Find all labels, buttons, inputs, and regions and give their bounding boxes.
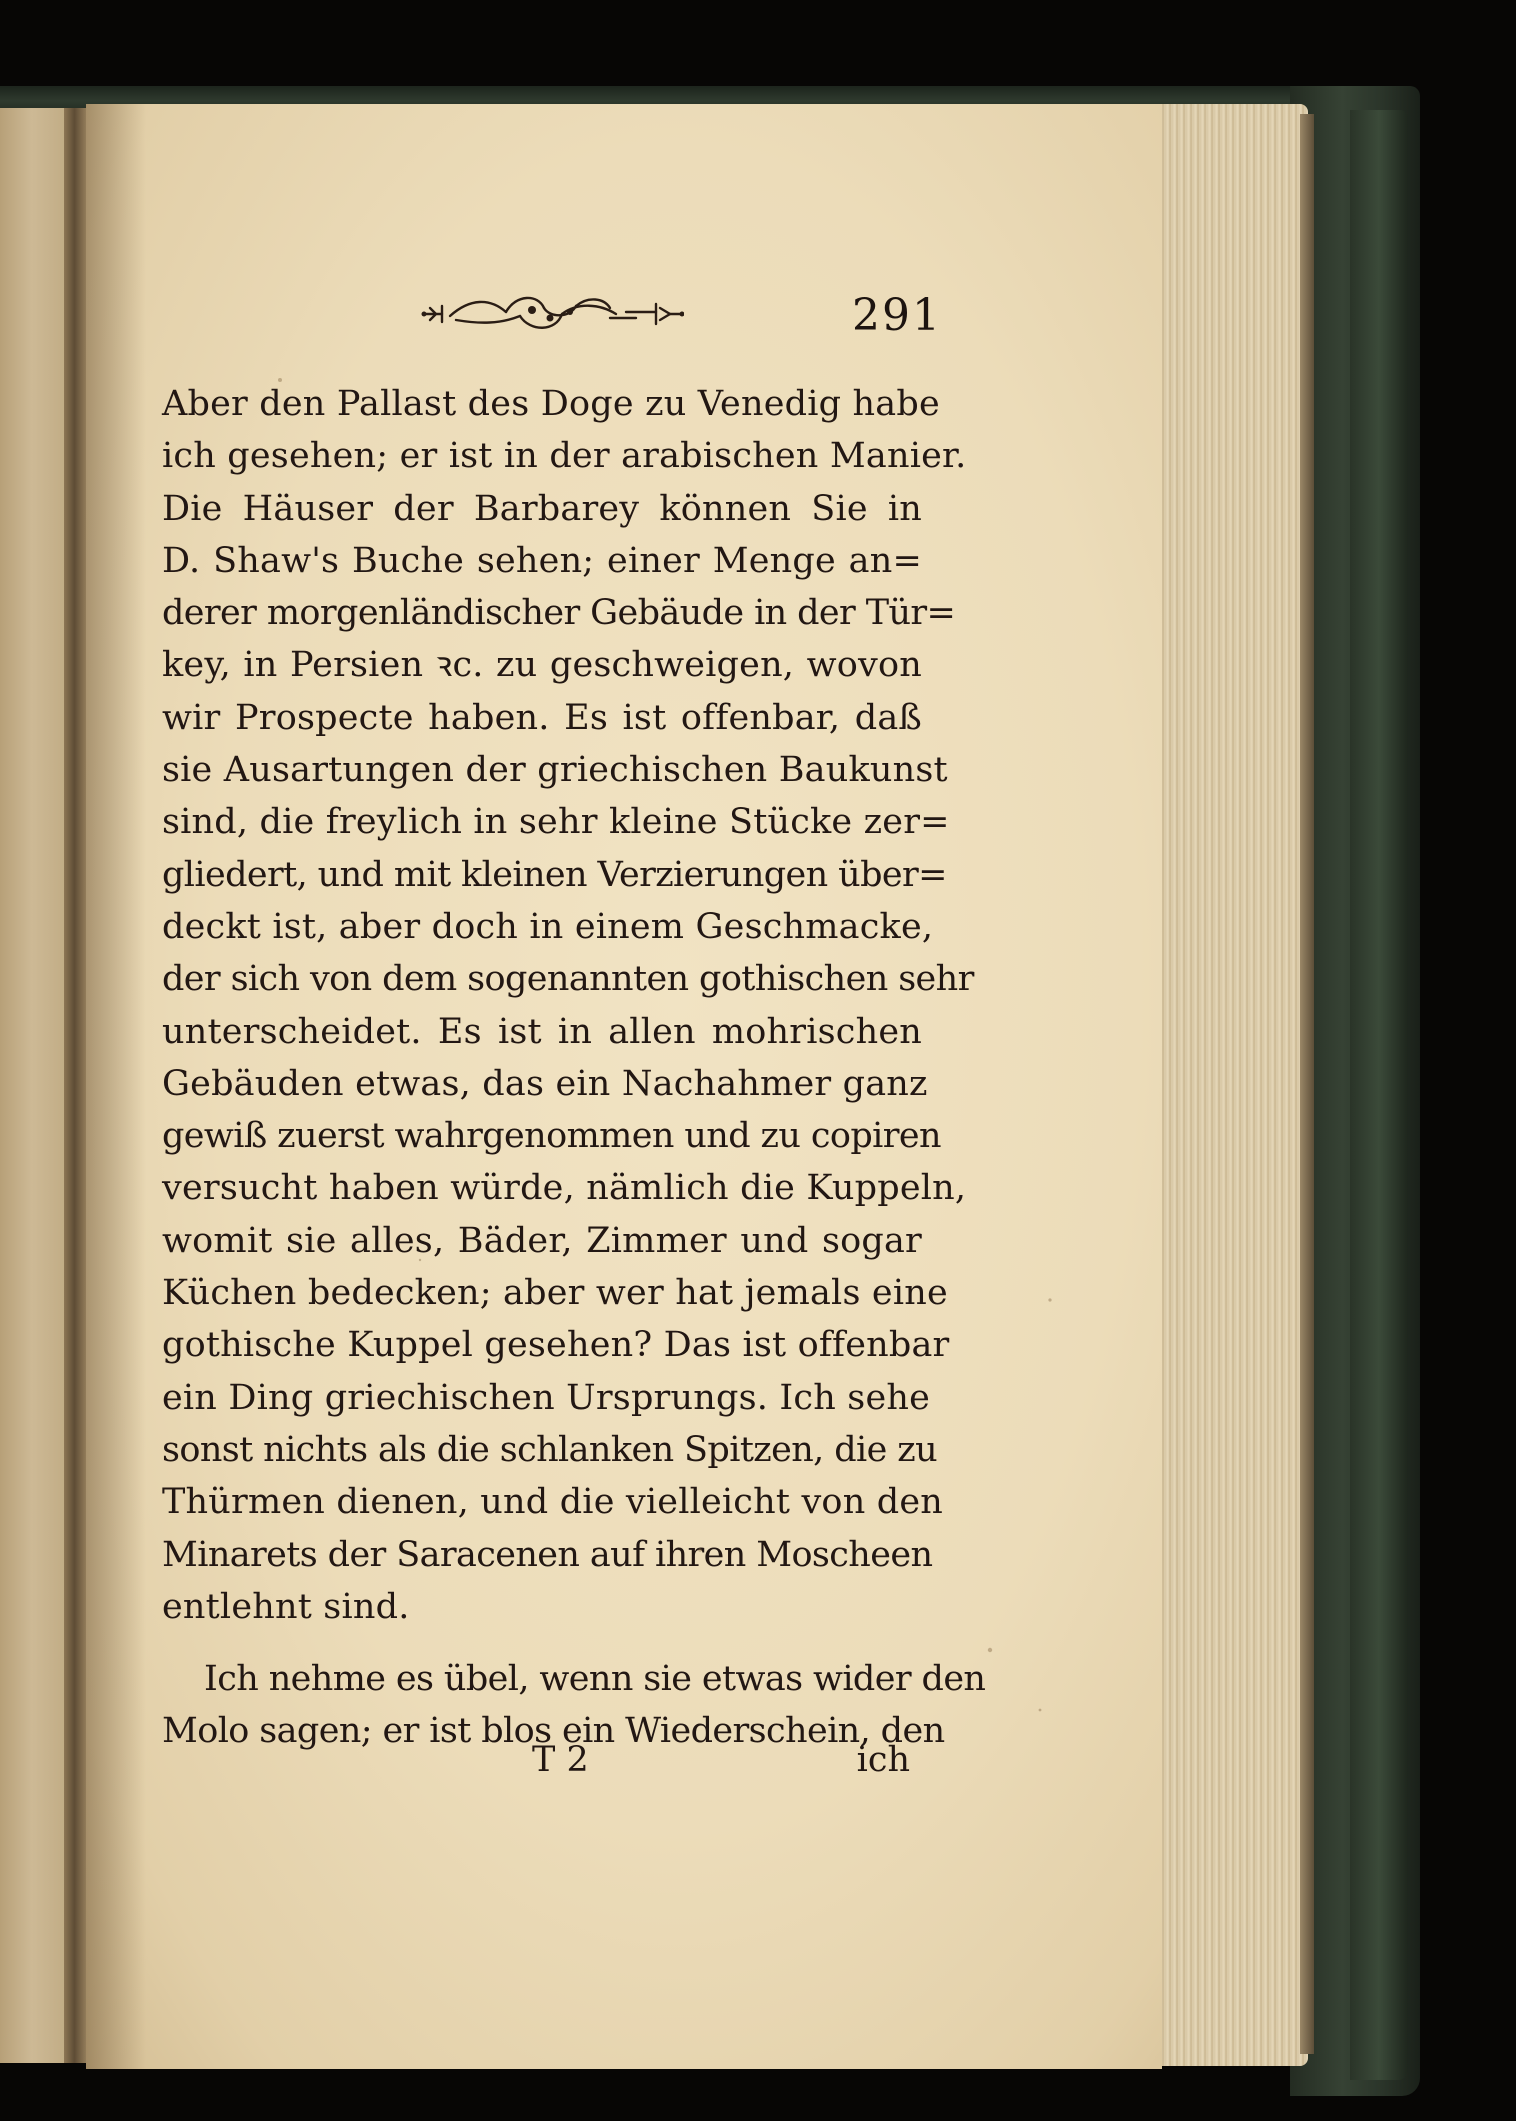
text-line: Molo sagen; er ist blos ein Wiederschein, den — [162, 1711, 945, 1752]
text-line: D. Shaw's Buche sehen; einer Menge an= — [162, 540, 922, 581]
text-line: ich gesehen; er ist in der arabischen Manier. — [162, 436, 967, 477]
text-line: entlehnt sind. — [162, 1586, 410, 1627]
text-line: der sich von dem sogenannten gothischen sehr — [162, 959, 974, 1000]
text-line: Aber den Pallast des Doge zu Venedig habe — [162, 384, 940, 424]
body-text — [162, 378, 986, 1758]
text-line: sind, die freylich in sehr kleine Stücke zer= — [162, 802, 950, 843]
text-line: Die Häuser der Barbarey können Sie in — [162, 488, 922, 529]
text-line: deckt ist, aber doch in einem Geschmacke, — [162, 906, 934, 947]
text-line: wir Prospecte haben. Es ist offenbar, daß — [162, 697, 922, 738]
fore-edge-shadow — [1300, 114, 1314, 2054]
text-line: sie Ausartungen der griechischen Baukunst — [162, 750, 948, 791]
page-footer — [162, 1732, 922, 1788]
text-line: Ich nehme es übel, wenn sie etwas wider den — [204, 1659, 986, 1700]
text-line: womit sie alles, Bäder, Zimmer und sogar — [162, 1220, 922, 1261]
text-line: sonst nichts als die schlanken Spitzen, die zu — [162, 1429, 938, 1470]
text-line: key, in Persien ꝛc. zu geschweigen, wovon — [162, 645, 922, 686]
text-line: Minarets der Saracenen auf ihren Moscheen — [162, 1534, 933, 1575]
catchword: ich — [856, 1740, 910, 1780]
text-line: versucht haben würde, nämlich die Kuppeln, — [162, 1168, 967, 1209]
text-line: derer morgenländischer Gebäude in der Tür= — [162, 593, 956, 634]
cover-board-spine — [1350, 110, 1408, 2080]
page-gutter-shade — [86, 104, 146, 2069]
text-line: gliedert, und mit kleinen Verzierungen über= — [162, 854, 947, 895]
header-ornament — [420, 288, 684, 340]
text-line: Küchen bedecken; aber wer hat jemals eine — [162, 1273, 948, 1314]
text-line: gewiß zuerst wahrgenommen und zu copiren — [162, 1116, 941, 1157]
paragraph-gap — [162, 1633, 922, 1653]
page-fore-edge — [1158, 104, 1308, 2066]
text-line: gothische Kuppel gesehen? Das ist offenbar — [162, 1325, 950, 1366]
page-number: 291 — [852, 290, 942, 341]
text-line: Gebäuden etwas, das ein Nachahmer ganz — [162, 1063, 928, 1104]
text-line: unterscheidet. Es ist in allen mohrischen — [162, 1011, 922, 1052]
text-line: ein Ding griechischen Ursprungs. Ich sehe — [162, 1377, 931, 1418]
text-line: Thürmen dienen, und die vielleicht von den — [162, 1482, 944, 1523]
signature-mark: T 2 — [532, 1740, 589, 1780]
